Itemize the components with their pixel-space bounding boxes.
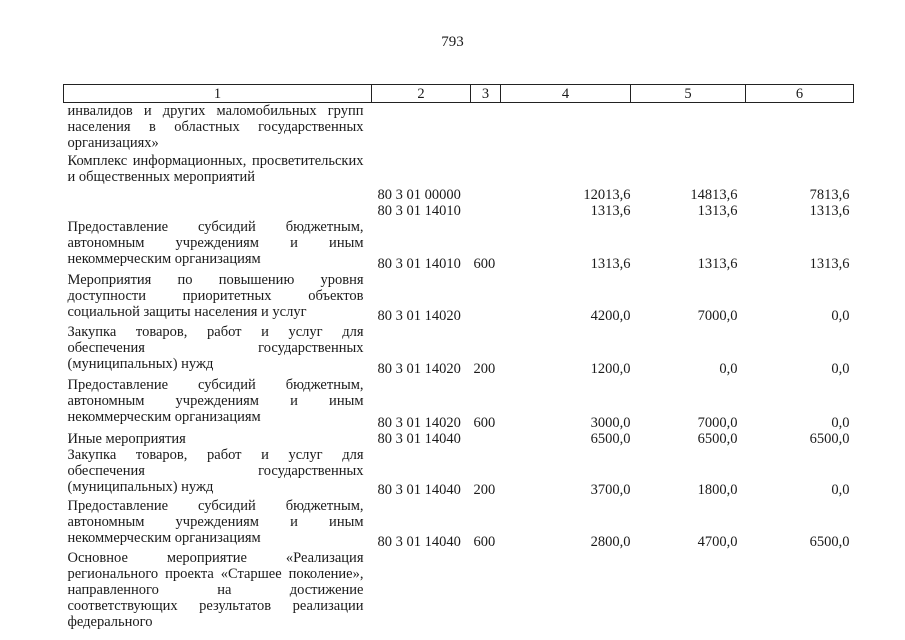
row-value-col5: 1800,0: [697, 481, 738, 498]
row-name: Закупка товаров, работ и услуг для обеспечения государственных (муниципальных) нужд: [67, 323, 364, 372]
row-value-col6: 0,0: [831, 307, 850, 324]
page-number: 793: [441, 34, 464, 50]
row-value-col5: 1313,6: [697, 255, 738, 272]
row-value-col5: 14813,6: [690, 186, 738, 203]
header-col-3: 3: [471, 85, 501, 103]
row-value-col6: 0,0: [831, 481, 850, 498]
row-name: Комплекс информационных, просветительских и общественных мероприятий: [67, 152, 364, 185]
row-value-col6: [746, 103, 854, 153]
table-body: [64, 103, 854, 630]
row-name: Мероприятия по повышению уровня доступности приоритетных объектов социальной защиты населения и услуг: [67, 271, 364, 320]
header-col-6: 6: [746, 85, 854, 103]
row-code: [372, 550, 471, 630]
row-code: 80 3 01 14020: [377, 360, 461, 377]
row-code: 80 3 01 14010: [377, 202, 461, 219]
row-code: 80 3 01 14040: [377, 430, 461, 447]
table-row: [64, 377, 854, 431]
row-value-col5: 1313,6: [697, 202, 738, 219]
row-value-col5: [631, 103, 746, 153]
row-value-col6: 6500,0: [809, 533, 850, 550]
row-value-col6: 1313,6: [809, 255, 850, 272]
table-row: [64, 103, 854, 153]
row-expense-type: [471, 431, 501, 447]
row-value-col5: 7000,0: [697, 414, 738, 431]
row-value-col4: 6500,0: [590, 430, 631, 447]
table-row: [64, 219, 854, 272]
row-expense-type: [471, 550, 501, 630]
table-row: [64, 431, 854, 447]
table-row: [64, 203, 854, 219]
row-name: Основное мероприятие «Реализация регионального проекта «Старшее поколение», направленного на достижение соответствующих результатов реализации федерального: [67, 549, 364, 630]
table-row: [64, 550, 854, 630]
row-code: 80 3 01 14010: [377, 255, 461, 272]
row-value-col4: 3700,0: [590, 481, 631, 498]
row-value-col5: 7000,0: [697, 307, 738, 324]
row-code: [372, 103, 471, 153]
row-value-col4: [501, 550, 631, 630]
row-name: Закупка товаров, работ и услуг для обеспечения государственных (муниципальных) нужд: [67, 446, 364, 495]
row-value-col5: 0,0: [719, 360, 738, 377]
row-name: [64, 203, 372, 219]
row-value-col4: 1313,6: [590, 255, 631, 272]
row-value-col5: 6500,0: [697, 430, 738, 447]
row-name: Предоставление субсидий бюджетным, автономным учреждениям и иным некоммерческим организациям: [67, 497, 364, 546]
row-value-col4: 2800,0: [590, 533, 631, 550]
row-expense-type: [471, 153, 501, 203]
header-col-1: 1: [64, 85, 372, 103]
table-row: [64, 498, 854, 550]
row-code: 80 3 01 14020: [377, 414, 461, 431]
row-value-col6: 0,0: [831, 414, 850, 431]
header-row: [64, 85, 854, 103]
row-code: 80 3 01 00000: [377, 186, 461, 203]
row-expense-type: 600: [473, 255, 496, 272]
row-expense-type: 200: [473, 360, 496, 377]
row-expense-type: 200: [473, 481, 496, 498]
row-code: 80 3 01 14040: [377, 481, 461, 498]
row-name: инвалидов и других маломобильных групп населения в областных государственных организациях»: [67, 103, 364, 151]
table-row: [64, 153, 854, 203]
row-expense-type: [471, 203, 501, 219]
header-col-4: 4: [501, 85, 631, 103]
row-value-col4: 4200,0: [590, 307, 631, 324]
header-col-5: 5: [631, 85, 746, 103]
row-value-col4: 1200,0: [590, 360, 631, 377]
row-name: Предоставление субсидий бюджетным, автономным учреждениям и иным некоммерческим организациям: [67, 376, 364, 425]
row-value-col6: 1313,6: [809, 202, 850, 219]
row-code: 80 3 01 14020: [377, 307, 461, 324]
row-code: 80 3 01 14040: [377, 533, 461, 550]
row-value-col6: 7813,6: [809, 186, 850, 203]
row-name: Предоставление субсидий бюджетным, автономным учреждениям и иным некоммерческим организациям: [67, 218, 364, 267]
row-expense-type: 600: [473, 414, 496, 431]
row-value-col6: 0,0: [831, 360, 850, 377]
budget-table: [63, 84, 854, 630]
row-value-col6: 6500,0: [809, 430, 850, 447]
row-value-col4: [501, 103, 631, 153]
row-expense-type: [471, 103, 501, 153]
row-value-col5: [631, 550, 746, 630]
row-value-col4: 1313,6: [590, 202, 631, 219]
row-expense-type: [471, 272, 501, 324]
table-row: [64, 447, 854, 498]
header-col-2: 2: [372, 85, 471, 103]
row-value-col5: 4700,0: [697, 533, 738, 550]
row-value-col4: 12013,6: [583, 186, 631, 203]
row-value-col4: 3000,0: [590, 414, 631, 431]
table-row: [64, 324, 854, 377]
row-value-col6: [746, 550, 854, 630]
row-name: Иные мероприятия: [67, 430, 186, 447]
table-row: [64, 272, 854, 324]
row-expense-type: 600: [473, 533, 496, 550]
